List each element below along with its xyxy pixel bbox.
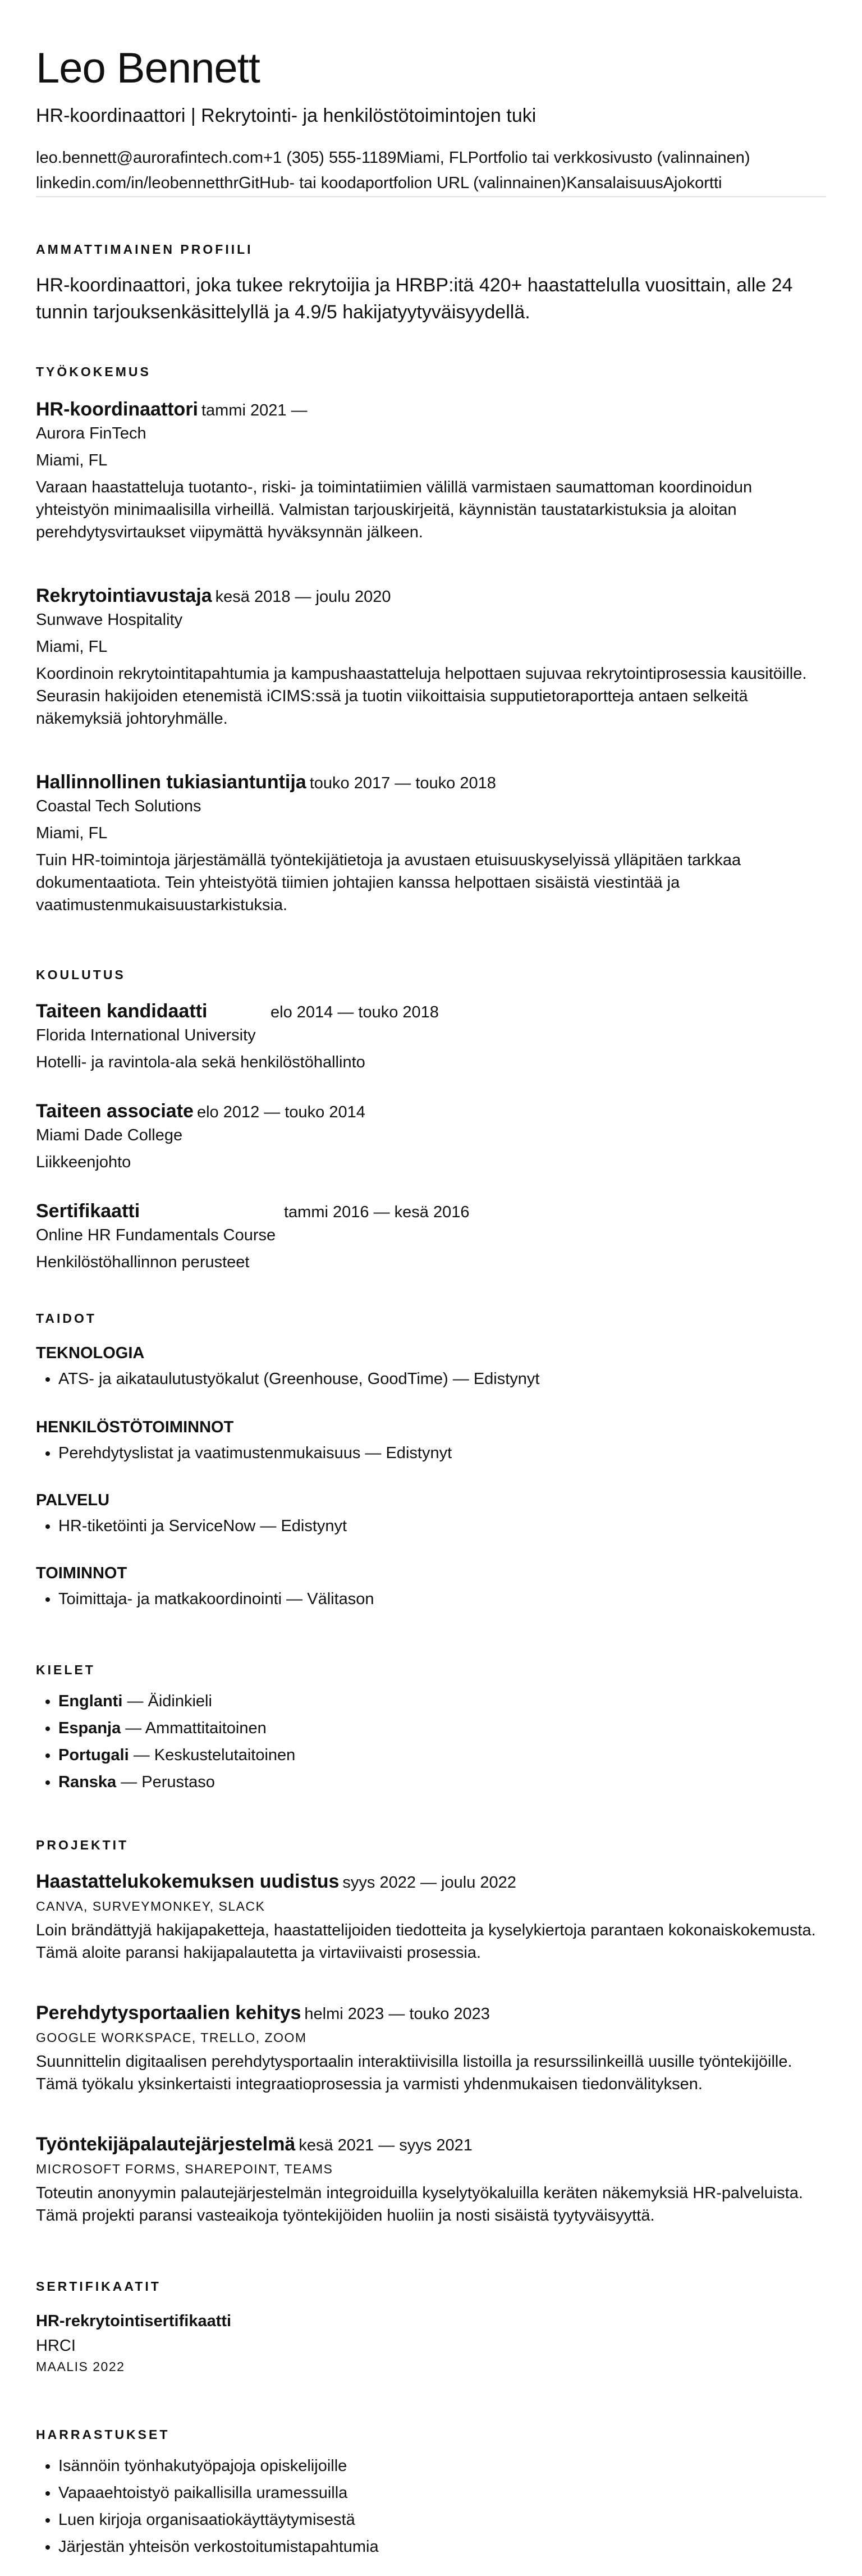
- section-title-experience: TYÖKOKEMUS: [36, 364, 151, 379]
- language-list: [36, 1688, 826, 1796]
- project-date: syys 2022 — joulu 2022: [342, 1874, 516, 1892]
- section-title-languages: KIELET: [36, 1662, 95, 1677]
- contact-linkedin[interactable]: linkedin.com/in/leobennetthr: [36, 174, 239, 192]
- skill-category: HENKILÖSTÖTOIMINNOT: [36, 1418, 234, 1436]
- education-item: [36, 1199, 826, 1273]
- language-item: [58, 1769, 826, 1796]
- job-description: Tuin HR-toimintoja järjestämällä työntekijätietoja ja avustaen etuisuuskyselyissä ylläpitäen tarkkaa dokumentaatiota. Tein yhteistyötä tiimien johtajien kanssa helpottaen sisäistä viestintää ja vaatimustenmukaisuustarkistuksia.: [36, 851, 741, 914]
- skill-category: PALVELU: [36, 1491, 110, 1509]
- language-name: Ranska: [58, 1773, 117, 1791]
- language-item: [58, 1715, 826, 1742]
- hobby-item: • Luen kirjoja organisaatiokäyttäytymisestä: [58, 2506, 826, 2533]
- project-description: Loin brändättyjä hakijapaketteja, haastattelijoiden tiedotteita ja kyselykiertoja parantaen kokonaiskokemusta. Tämä aloite paransi hakijapalautetta ja virtaviivaisti prosessia.: [36, 1921, 816, 1962]
- projects-section: [36, 1837, 826, 1853]
- section-title-projects: PROJEKTIT: [36, 1838, 129, 1852]
- candidate-subtitle: HR-koordinaattori | Rekrytointi- ja henkilöstötoimintojen tuki: [36, 105, 537, 126]
- degree-date: elo 2012 — touko 2014: [196, 1103, 365, 1121]
- skill-list: [36, 1440, 826, 1467]
- section-title-skills: TAIDOT: [36, 1311, 97, 1326]
- education-item: [36, 999, 826, 1074]
- job-title: Hallinnollinen tukiasiantuntija: [36, 771, 306, 793]
- language-level: — Ammattitaitoinen: [121, 1719, 267, 1737]
- section-title-education: KOULUTUS: [36, 967, 126, 982]
- language-level: — Perustaso: [116, 1773, 215, 1791]
- hobby-item: • Isännöin työnhakutyöpajoja opiskelijoille: [58, 2452, 826, 2479]
- skill-item: • Perehdytyslistat ja vaatimustenmukaisuus — Edistynyt: [58, 1440, 826, 1467]
- job-company: Aurora FinTech: [36, 424, 146, 442]
- job-date: touko 2017 — touko 2018: [309, 774, 496, 792]
- skill-group: [36, 1343, 826, 1392]
- project-description: Suunnittelin digitaalisen perehdytysportaalin interaktiivisilla listoilla ja resurssilinkeillä uusille työntekijöille. Tämä työkalu yksinkertaisti integraatioprosessia ja varmisti yhdenmukaisen tiedonvälityksen.: [36, 2053, 792, 2093]
- skill-group: [36, 1563, 826, 1613]
- degree-title: Sertifikaatti: [36, 1200, 140, 1222]
- hobby-item: • Vapaaehtoistyö paikallisilla uramessuilla: [58, 2479, 826, 2506]
- project-tools: MICROSOFT FORMS, SHAREPOINT, TEAMS: [36, 2162, 333, 2176]
- contact-line-1: [36, 146, 826, 171]
- job-location: Miami, FL: [36, 638, 108, 656]
- job-date: tammi 2021 —: [201, 401, 308, 419]
- skill-item: • Toimittaja- ja matkakoordinointi — Välitason: [58, 1586, 826, 1613]
- experience-item: [36, 398, 826, 543]
- skill-category: TEKNOLOGIA: [36, 1344, 145, 1362]
- job-description: Koordinoin rekrytointitapahtumia ja kampushaastatteluja helpottaen sujuvaa rekrytointiprosessia kausitöille. Seurasin hakijoiden etenemistä iCIMS:ssä ja tuotin viikoittaisia supputietoraportteja antaen selkeitä näkemyksiä johtoryhmälle.: [36, 665, 807, 728]
- experience-item: [36, 770, 826, 916]
- experience-section: [36, 364, 826, 380]
- degree-date: elo 2014 — touko 2018: [270, 1003, 439, 1021]
- skill-list: [36, 1586, 826, 1613]
- certification-date: MAALIS 2022: [36, 2359, 125, 2374]
- project-title: Perehdytysportaalien kehitys: [36, 2002, 301, 2024]
- skill-list: [36, 1365, 826, 1392]
- skill-group: [36, 1417, 826, 1467]
- contact-citizenship: Kansalaisuus: [566, 174, 663, 192]
- contact-portfolio[interactable]: Portfolio tai verkkosivusto (valinnainen): [467, 149, 750, 167]
- job-description: Varaan haastatteluja tuotanto-, riski- ja toimintatiimien välillä varmistaen saumattoman koordinoidun yhteistyön minimaalisilla virheillä. Valmistan tarjouskirjeitä, käynnistän taustatarkistuksia ja aloitan perehdytysvirtaukset viipymättä hyväksynnän jälkeen.: [36, 478, 753, 541]
- project-date: helmi 2023 — touko 2023: [304, 2005, 490, 2023]
- skill-group: [36, 1490, 826, 1540]
- resume-header: [36, 44, 826, 197]
- job-title: HR-koordinaattori: [36, 399, 198, 420]
- contact-location: Miami, FL: [396, 149, 468, 167]
- school-name: Online HR Fundamentals Course: [36, 1226, 276, 1244]
- section-title-hobbies: HARRASTUKSET: [36, 2427, 170, 2442]
- skills-section: [36, 1310, 826, 1326]
- certification-issuer: HRCI: [36, 2337, 76, 2355]
- project-description: Toteutin anonyymin palautejärjestelmän integroiduilla kyselytyökaluilla keräten näkemyksiä HR-palveluista. Tämä projekti paransi vasteaikoja työntekijöiden huoliin ja nosti sisäistä tyytyväisyyttä.: [36, 2184, 803, 2225]
- skill-category: TOIMINNOT: [36, 1564, 127, 1582]
- project-date: kesä 2021 — syys 2021: [299, 2136, 473, 2154]
- school-name: Florida International University: [36, 1026, 256, 1044]
- contact-phone[interactable]: +1 (305) 555-1189: [263, 149, 397, 167]
- section-title-profile: AMMATTIMAINEN PROFIILI: [36, 242, 253, 257]
- skill-item: • ATS- ja aikataulutustyökalut (Greenhouse, GoodTime) — Edistynyt: [58, 1365, 826, 1392]
- hobbies-section: [36, 2427, 826, 2560]
- project-item: [36, 1870, 826, 1964]
- education-section: [36, 967, 826, 983]
- degree-title: Taiteen kandidaatti: [36, 1001, 208, 1022]
- contact-line-2: [36, 171, 826, 197]
- contact-license: Ajokortti: [663, 174, 722, 192]
- degree-field: Henkilöstöhallinnon perusteet: [36, 1253, 250, 1271]
- degree-title: Taiteen associate: [36, 1100, 194, 1122]
- languages-section: [36, 1662, 826, 1796]
- education-item: [36, 1099, 826, 1173]
- job-location: Miami, FL: [36, 824, 108, 842]
- language-level: — Äidinkieli: [122, 1692, 212, 1710]
- hobby-list: [36, 2452, 826, 2560]
- contact-github[interactable]: GitHub- tai koodaportfolion URL (valinnainen): [239, 174, 567, 192]
- project-title: Työntekijäpalautejärjestelmä: [36, 2134, 296, 2155]
- project-item: [36, 2132, 826, 2227]
- language-name: Espanja: [58, 1719, 121, 1737]
- project-title: Haastattelukokemuksen uudistus: [36, 1871, 340, 1892]
- profile-summary: HR-koordinaattori, joka tukee rekrytoijia ja HRBP:itä 420+ haastattelulla vuosittain, alle 24 tunnin tarjouksenkäsittelyllä ja 4.9/5 hakijatyytyväisyydellä.: [36, 275, 793, 323]
- skill-list: [36, 1513, 826, 1540]
- degree-field: Liikkeenjohto: [36, 1153, 131, 1171]
- language-item: [58, 1688, 826, 1715]
- project-tools: CANVA, SURVEYMONKEY, SLACK: [36, 1899, 265, 1913]
- job-location: Miami, FL: [36, 451, 108, 469]
- contact-email[interactable]: leo.bennett@aurorafintech.com: [36, 149, 264, 167]
- experience-item: [36, 584, 826, 730]
- degree-field: Hotelli- ja ravintola-ala sekä henkilöstöhallinto: [36, 1053, 365, 1071]
- candidate-name: Leo Bennett: [36, 44, 260, 92]
- degree-date: tammi 2016 — kesä 2016: [284, 1203, 470, 1221]
- certifications-section: [36, 2278, 826, 2375]
- language-level: — Keskustelutaitoinen: [129, 1746, 296, 1764]
- hobby-item: • Järjestän yhteisön verkostoitumistapahtumia: [58, 2533, 826, 2560]
- language-name: Portugali: [58, 1746, 129, 1764]
- section-title-certifications: SERTIFIKAATIT: [36, 2279, 161, 2294]
- job-company: Coastal Tech Solutions: [36, 797, 201, 815]
- job-company: Sunwave Hospitality: [36, 611, 183, 629]
- school-name: Miami Dade College: [36, 1126, 183, 1144]
- skill-item: • HR-tiketöinti ja ServiceNow — Edistynyt: [58, 1513, 826, 1540]
- profile-section: [36, 241, 826, 326]
- job-date: kesä 2018 — joulu 2020: [215, 588, 391, 606]
- project-item: [36, 2001, 826, 2095]
- language-name: Englanti: [58, 1692, 123, 1710]
- certification-name: HR-rekrytointisertifikaatti: [36, 2312, 232, 2330]
- project-tools: GOOGLE WORKSPACE, TRELLO, ZOOM: [36, 2030, 307, 2045]
- language-item: [58, 1742, 826, 1769]
- job-title: Rekrytointiavustaja: [36, 585, 212, 606]
